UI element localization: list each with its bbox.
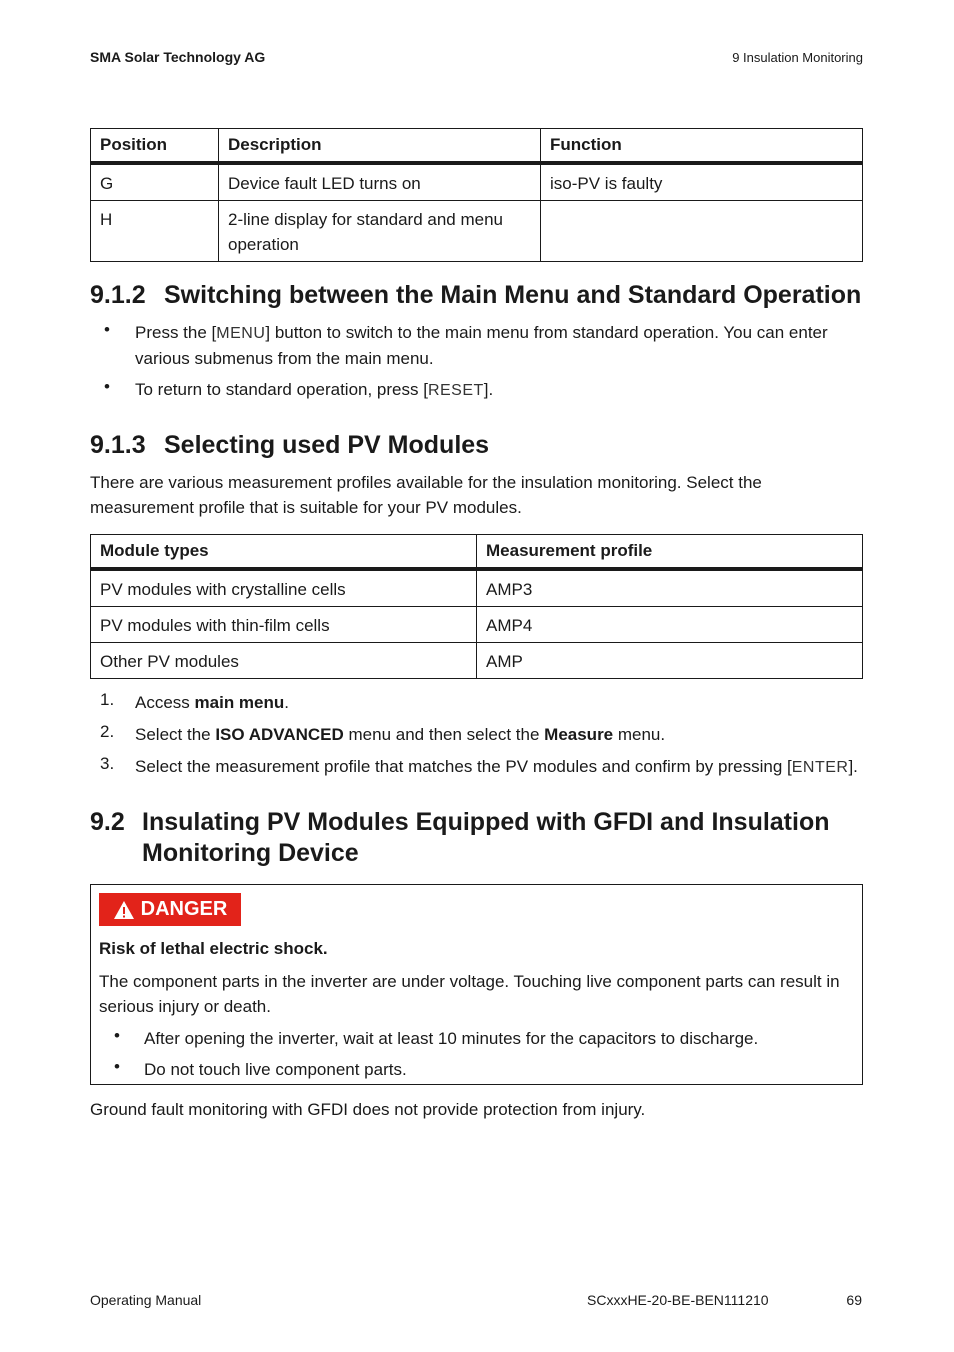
bullet-item	[135, 377, 863, 403]
table-header-cell: Description	[219, 129, 541, 164]
bold-term: main menu	[194, 693, 285, 712]
bullet-icon: •	[114, 1026, 120, 1045]
table-cell: AMP	[477, 643, 863, 679]
reset-key: RESET	[427, 382, 484, 399]
danger-notice	[90, 884, 863, 1085]
table-cell: Other PV modules	[91, 643, 477, 679]
bullet-item	[135, 320, 863, 371]
closing-paragraph: Ground fault monitoring with GFDI does not provide protection from injury.	[90, 1100, 646, 1119]
text: .	[284, 693, 290, 712]
table-header-cell: Measurement profile	[477, 535, 863, 570]
table-row	[91, 607, 863, 643]
danger-text: The component parts in the inverter are under voltage. Touching live component parts can result in serious injury or death.	[99, 972, 840, 1016]
danger-label: DANGER	[140, 898, 228, 920]
table-cell: H	[91, 201, 219, 262]
step-item	[135, 722, 863, 747]
danger-badge	[99, 893, 241, 926]
footer-manual-title: Operating Manual	[90, 1292, 202, 1308]
section-number: 9.1.3	[90, 431, 146, 459]
bold-term: ISO ADVANCED	[215, 725, 344, 744]
bullet-icon: •	[104, 377, 110, 396]
table-header-cell: Module types	[91, 535, 477, 570]
table-cell: PV modules with crystalline cells	[91, 569, 477, 607]
measurement-profile-table	[90, 534, 863, 679]
section-title	[142, 807, 830, 869]
table-cell: Device fault LED turns on	[219, 163, 541, 201]
step-number: 1.	[100, 690, 115, 709]
section-title: Switching between the Main Menu and Standard Operation	[164, 281, 862, 309]
step-number: 3.	[100, 754, 115, 773]
menu-key: MENU	[216, 325, 266, 342]
danger-bullet: After opening the inverter, wait at least 10 minutes for the capacitors to discharge.	[144, 1029, 759, 1048]
section-heading-9-1-3	[90, 430, 880, 461]
title-line: Monitoring Device	[142, 839, 359, 867]
text: To return to standard operation, press [	[135, 380, 428, 399]
table-header-row	[91, 129, 863, 164]
table-cell	[541, 201, 863, 262]
step-item	[135, 754, 875, 780]
text: menu.	[613, 725, 666, 744]
step-item	[135, 690, 863, 715]
header-chapter: 9 Insulation Monitoring	[732, 50, 863, 65]
table-cell: AMP3	[477, 569, 863, 607]
text: Select the	[135, 725, 216, 744]
table-row	[91, 201, 863, 262]
bullet-icon: •	[114, 1057, 120, 1076]
section-heading-9-2	[90, 807, 880, 869]
title-line: Insulating PV Modules Equipped with GFDI and Insulation	[142, 808, 830, 836]
text: ] button to switch to the main menu from standard operation. You can enter various submenus from the main menu.	[135, 323, 828, 368]
header-company: SMA Solar Technology AG	[90, 49, 266, 65]
bold-term: Measure	[544, 725, 614, 744]
section-heading-9-1-2	[90, 280, 880, 311]
table-cell: iso-PV is faulty	[541, 163, 863, 201]
danger-bullet: Do not touch live component parts.	[144, 1060, 407, 1079]
step-number: 2.	[100, 722, 115, 741]
table-header-row	[91, 535, 863, 570]
section-title: Selecting used PV Modules	[164, 431, 490, 459]
table-cell: AMP4	[477, 607, 863, 643]
table-row	[91, 569, 863, 607]
bullet-icon: •	[104, 320, 110, 339]
danger-heading: Risk of lethal electric shock.	[99, 939, 328, 958]
table-header-cell: Position	[91, 129, 219, 164]
enter-key: ENTER	[791, 759, 849, 776]
warning-triangle-icon	[113, 900, 135, 920]
text: ].	[848, 757, 858, 776]
text: Press the [	[135, 323, 217, 342]
text: Access	[135, 693, 195, 712]
table-cell: PV modules with thin-film cells	[91, 607, 477, 643]
section-number: 9.2	[90, 808, 125, 836]
section-number: 9.1.2	[90, 281, 146, 309]
table-header-cell: Function	[541, 129, 863, 164]
footer-doc-id: SCxxxHE-20-BE-BEN111210	[587, 1292, 769, 1308]
table-cell: G	[91, 163, 219, 201]
text: Select the measurement profile that matches the PV modules and confirm by pressing [	[135, 757, 792, 776]
intro-paragraph: There are various measurement profiles available for the insulation monitoring. Select the measurement profile that is suitable for your PV modules.	[90, 473, 762, 517]
text: menu and then select the	[343, 725, 545, 744]
table-cell: 2-line display for standard and menu operation	[219, 201, 541, 262]
text: ].	[483, 380, 494, 399]
table-row	[91, 643, 863, 679]
position-table	[90, 128, 863, 262]
footer-page-number: 69	[846, 1292, 862, 1308]
table-row	[91, 163, 863, 201]
